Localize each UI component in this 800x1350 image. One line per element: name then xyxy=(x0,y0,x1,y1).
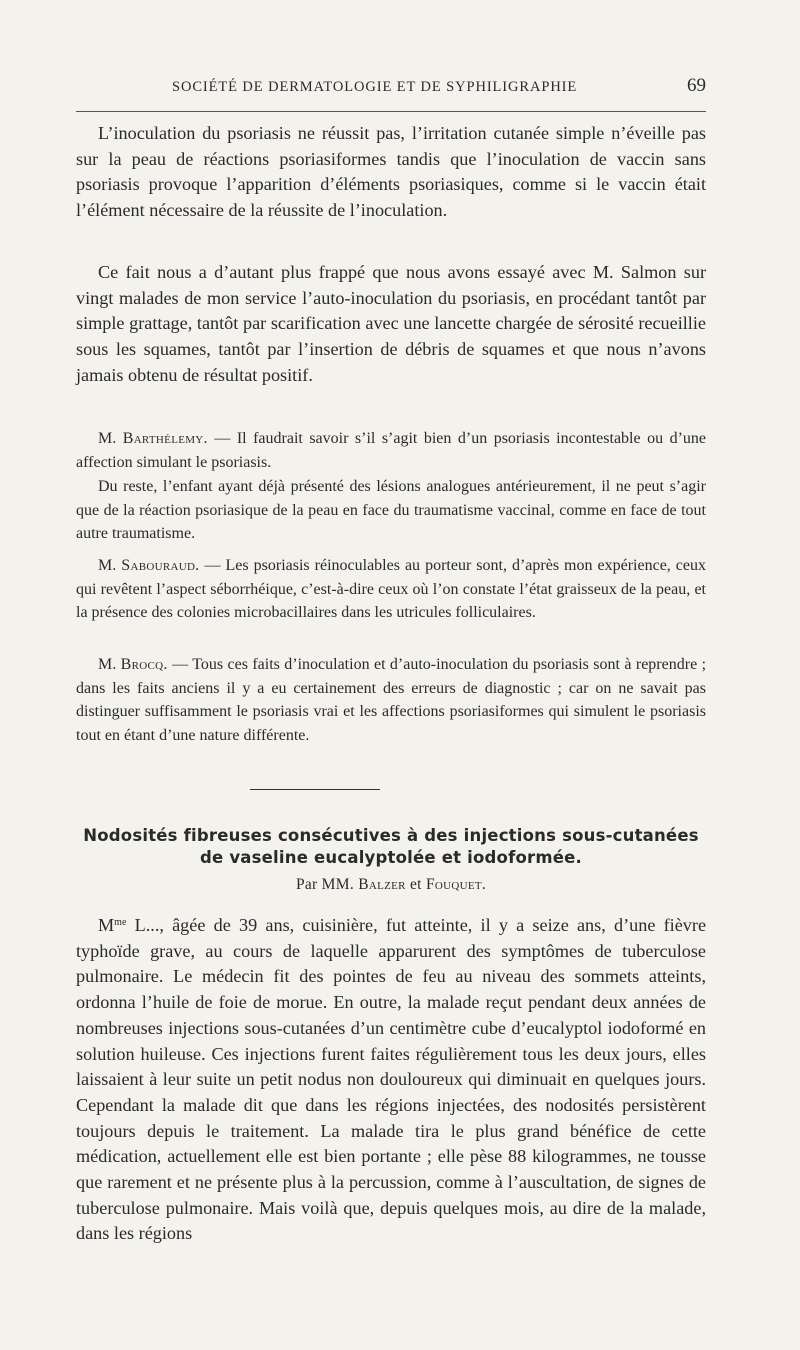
article-authors xyxy=(76,876,706,894)
case-text: L..., âgée de 39 ans, cuisinière, fut atteinte, il y a seize ans, d’une fièvre typhoïde grave, au cours de laquelle apparurent des symptômes de tuberculose pulmonaire. Le médecin fit des pointes de feu au niveau des sommets atteints, ordonna l’huile de foie de morue. En outre, la malade reçut pendant deux années de nombreuses injections sous-cutanées d’un centimètre cube d’eucalyptol iodoformé en solution huileuse. Ces injections furent faites régulièrement tous les deux jours, elles laissaient à leur suite un petit nodus non douloureux qui diminuait en quelques jours. Cependant la malade dit que dans les régions injectées, des nodosités persistèrent toujours depuis le traitement. La malade tira le plus grand bénéfice de cette médication, actuellement elle est bien portante ; elle pèse 88 kilogrammes, ne tousse que rarement et ne présente plus à la percussion, comme à l’auscultation, de signes de tuberculose pulmonaire. Mais voilà que, depuis quelques mois, au dire de la malade, dans les régions xyxy=(76,915,707,1244)
author-fouquet: Fouquet. xyxy=(425,876,487,893)
speaker-sabouraud: Sabouraud. xyxy=(121,557,200,574)
paragraph-inoculation: L’inoculation du psoriasis ne réussit pas, l’irritation cutanée simple n’éveille pas sur la peau de réactions psoriasiformes tandis que l’inoculation de vaccin sans psoriasis provoque l’apparition d’éléments psoriasiques, comme si le vaccin était l’élément nécessaire de la réussite de l’inoculation. xyxy=(76,123,706,221)
speaker-brocq: Brocq. xyxy=(120,656,168,673)
case-report xyxy=(76,910,706,1247)
speaker-prefix: M. xyxy=(98,557,117,574)
patient-title: M xyxy=(98,915,115,935)
running-header xyxy=(76,76,706,100)
article-title xyxy=(76,825,706,868)
section-divider xyxy=(250,789,380,790)
page-number: 69 xyxy=(687,75,706,96)
authors-conjunction: et xyxy=(409,876,422,893)
article-title-line: de vaseline eucalyptolée et iodoformée. xyxy=(200,847,582,867)
remark-text: — Tous ces faits d’inoculation et d’auto-inoculation du psoriasis sont à reprendre ; dans les faits anciens il y a eu certainement des erreurs de diagnostic ; car on ne savait pas distinguer suffisamment le psoriasis vrai et les affections psoriasiformes qui simulent le psoriasis tout en étant d’une nature différente. xyxy=(76,656,707,745)
speaker-prefix: M. xyxy=(98,656,117,673)
remark-text: — Il faudrait savoir s’il s’agit bien d’un psoriasis incontestable ou d’une affection simulant le psoriasis. xyxy=(76,430,706,471)
authors-prefix: Par MM. xyxy=(295,876,355,893)
discussion-barthelemy xyxy=(76,427,706,474)
speaker-prefix: M. xyxy=(98,430,117,447)
discussion-sabouraud xyxy=(76,554,706,625)
header-rule xyxy=(76,111,706,112)
patient-title-superscript: me xyxy=(114,917,127,928)
article-title-line: Nodosités fibreuses consécutives à des injections sous-cutanées xyxy=(83,826,699,845)
paragraph-auto-inoculation: Ce fait nous a d’autant plus frappé que nous avons essayé avec M. Salmon sur vingt malades de mon service l’auto-inoculation du psoriasis, en procédant tantôt par simple grattage, tantôt par scarification avec une lancette chargée de sérosité recueillie sous les squames, tantôt par l’insertion de débris de squames et que nous n’avons jamais obtenu de résultat positif. xyxy=(76,262,706,385)
discussion-brocq xyxy=(76,653,706,748)
speaker-barthelemy: Barthélemy. xyxy=(122,430,208,447)
author-balzer: Balzer xyxy=(358,876,406,893)
discussion-barthelemy-continuation: Du reste, l’enfant ayant déjà présenté des lésions analogues antérieurement, il ne peut s’agir que de la réaction psoriasique de la peau en face du traumatisme vaccinal, comme en face de tout autre traumatisme. xyxy=(76,478,706,543)
remark-text: — Les psoriasis réinoculables au porteur sont, d’après mon expérience, ceux qui revêtent l’aspect séborrhéique, c’est-à-dire ceux où l’on constate l’état graisseux de la peau, et la présence des colonies microbacillaires dans les utricules folliculaires. xyxy=(76,557,707,622)
running-title: SOCIÉTÉ DE DERMATOLOGIE ET DE SYPHILIGRAPHIE xyxy=(172,79,578,95)
